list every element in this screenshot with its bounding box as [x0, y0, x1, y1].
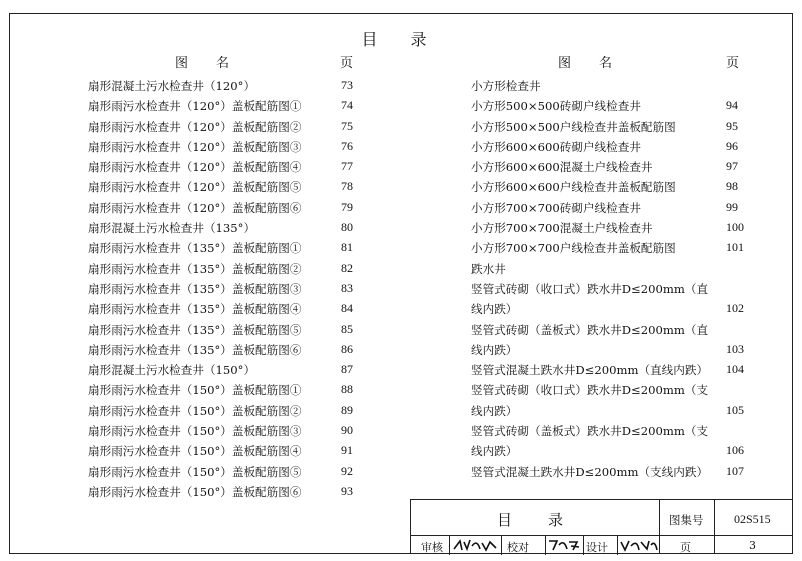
toc-entry-page: 103: [726, 341, 744, 356]
title-block-vline: [617, 535, 618, 555]
toc-entry-name: 扇形雨污水检查井（135°）盖板配筋图④: [88, 302, 302, 317]
title-block-vline: [501, 535, 502, 555]
toc-entry-page: 83: [341, 280, 353, 295]
toc-entry-page: 97: [726, 159, 738, 174]
toc-entry-name: 线内跌）: [471, 342, 518, 357]
toc-entry-name: 扇形混凝土污水检查井（120°）: [88, 79, 256, 93]
page-number: 3: [749, 539, 756, 552]
toc-entry-name: 竖管式砖砌（盖板式）跌水井D≤200mm（直: [471, 322, 709, 337]
title-block-vline: [714, 500, 715, 554]
title-block-title: 目录: [497, 511, 600, 529]
title-block-divider: [411, 535, 793, 536]
toc-entry-name: 扇形雨污水检查井（150°）盖板配筋图②: [88, 403, 302, 418]
toc-entry-page: 99: [726, 199, 738, 214]
toc-entry-name: 扇形雨污水检查井（120°）盖板配筋图⑤: [88, 180, 302, 195]
toc-entry-name: 扇形雨污水检查井（150°）盖板配筋图⑤: [88, 464, 302, 479]
toc-entry-name: 小方形700×700混凝土户线检查井: [471, 221, 653, 236]
title-block: [410, 499, 793, 554]
page-label: 页: [680, 541, 691, 554]
toc-entry-name: 线内跌）: [471, 444, 518, 459]
toc-entry-page: 92: [341, 463, 353, 478]
toc-entry-page: 102: [726, 301, 744, 316]
toc-entry-name: 扇形雨污水检查井（150°）盖板配筋图③: [88, 424, 302, 439]
toc-entry-name: 扇形混凝土污水检查井（135°）: [88, 221, 256, 236]
toc-entry-page: 89: [341, 402, 353, 417]
title-block-vline: [449, 535, 450, 555]
toc-entry-name: 扇形雨污水检查井（135°）盖板配筋图③: [88, 281, 302, 296]
toc-entry-name: 线内跌）: [471, 403, 518, 418]
toc-entry-name: 扇形雨污水检查井（150°）盖板配筋图⑥: [88, 484, 302, 499]
toc-entry-name: 扇形雨污水检查井（150°）盖板配筋图①: [88, 383, 302, 398]
designer-signature: [619, 537, 659, 553]
toc-entry-name: 扇形雨污水检查井（120°）盖板配筋图①: [88, 99, 302, 114]
toc-entry-page: 96: [726, 138, 738, 153]
toc-entry-name: 扇形雨污水检查井（120°）盖板配筋图③: [88, 139, 302, 154]
toc-entry-name: 小方形700×700户线检查井盖板配筋图: [471, 241, 676, 256]
toc-entry-name: 扇形雨污水检查井（120°）盖板配筋图④: [88, 160, 302, 175]
toc-entry-page: 82: [341, 260, 353, 275]
title-block-vline: [583, 535, 584, 555]
toc-entry-name: 扇形雨污水检查井（135°）盖板配筋图⑥: [88, 342, 302, 357]
toc-entry-page: 107: [726, 463, 744, 478]
toc-entry-name: 小方形700×700砖砌户线检查井: [471, 200, 641, 215]
toc-entry-page: 101: [726, 240, 744, 255]
toc-entry-page: 94: [726, 98, 738, 113]
toc-entry-name: 竖管式砖砌（盖板式）跌水井D≤200mm（支: [471, 424, 709, 439]
toc-entry-page: 76: [341, 138, 353, 153]
toc-entry-page: 78: [341, 179, 353, 194]
review-label: 审核: [421, 541, 443, 554]
toc-entry-name: 扇形雨污水检查井（135°）盖板配筋图②: [88, 261, 302, 276]
toc-entry-name: 小方形500×500户线检查井盖板配筋图: [471, 119, 676, 134]
toc-entry-page: 93: [341, 483, 353, 498]
toc-entry-page: 104: [726, 362, 744, 377]
toc-entry-page: 80: [341, 220, 353, 235]
toc-entry-page: 73: [341, 78, 353, 92]
toc-entry-page: 79: [341, 199, 353, 214]
toc-entry-name: 线内跌）: [471, 302, 518, 317]
toc-entry-page: 77: [341, 159, 353, 174]
atlas-label: 图集号: [669, 513, 704, 527]
toc-entry-name: 扇形雨污水检查井（135°）盖板配筋图①: [88, 241, 302, 256]
toc-entry-page: 91: [341, 443, 353, 458]
toc-entry-page: 86: [341, 341, 353, 356]
toc-entry-page: 98: [726, 179, 738, 194]
toc-entry-page: 85: [341, 321, 353, 336]
toc-entry-page: 100: [726, 220, 744, 235]
toc-entry-name: 小方形600×600混凝土户线检查井: [471, 160, 653, 175]
toc-entry-name: 小方形500×500砖砌户线检查井: [471, 99, 641, 114]
reviewer-signature: [452, 537, 498, 553]
toc-entry-page: 81: [341, 240, 353, 255]
toc-entry-name: 竖管式混凝土跌水井D≤200mm（直线内跌）: [471, 363, 709, 378]
toc-entry-page: 95: [726, 118, 738, 133]
check-label: 校对: [507, 541, 529, 554]
toc-entry-name: 小方形600×600户线检查井盖板配筋图: [471, 180, 676, 195]
toc-entry-page: 75: [341, 118, 353, 133]
title-block-vline: [659, 500, 660, 554]
left-header-name: 图名: [175, 56, 258, 71]
toc-entry-page: 106: [726, 443, 744, 458]
toc-entry-name: 扇形混凝土污水检查井（150°）: [88, 363, 256, 378]
left-header-page: 页: [340, 56, 354, 71]
toc-entry-name: 竖管式混凝土跌水井D≤200mm（支线内跌）: [471, 464, 709, 479]
page-title: 目 录: [361, 30, 441, 49]
toc-entry-name: 扇形雨污水检查井（120°）盖板配筋图②: [88, 119, 302, 134]
toc-entry-name: 扇形雨污水检查井（135°）盖板配筋图⑤: [88, 322, 302, 337]
toc-entry-page: 88: [341, 382, 353, 397]
atlas-number: 02S515: [734, 512, 771, 526]
design-label: 设计: [586, 541, 608, 554]
checker-signature: [547, 537, 581, 553]
toc-entry-name: 扇形雨污水检查井（120°）盖板配筋图⑥: [88, 200, 302, 215]
right-header-name: 图名: [558, 56, 641, 71]
title-block-vline: [545, 535, 546, 555]
toc-entry-page: 74: [341, 98, 353, 113]
toc-entry-name: 小方形检查井: [471, 79, 541, 93]
toc-entry-name: 小方形600×600砖砌户线检查井: [471, 139, 641, 154]
toc-entry-page: 87: [341, 362, 353, 377]
toc-entry-page: 90: [341, 423, 353, 438]
right-header-page: 页: [726, 56, 740, 71]
toc-entry-name: 竖管式砖砌（收口式）跌水井D≤200mm（直: [471, 281, 709, 296]
toc-entry-name: 竖管式砖砌（收口式）跌水井D≤200mm（支: [471, 383, 709, 398]
toc-entry-name: 扇形雨污水检查井（150°）盖板配筋图④: [88, 444, 302, 459]
toc-entry-name: 跌水井: [471, 261, 506, 276]
toc-entry-page: 105: [726, 402, 744, 417]
toc-entry-page: 84: [341, 301, 353, 316]
